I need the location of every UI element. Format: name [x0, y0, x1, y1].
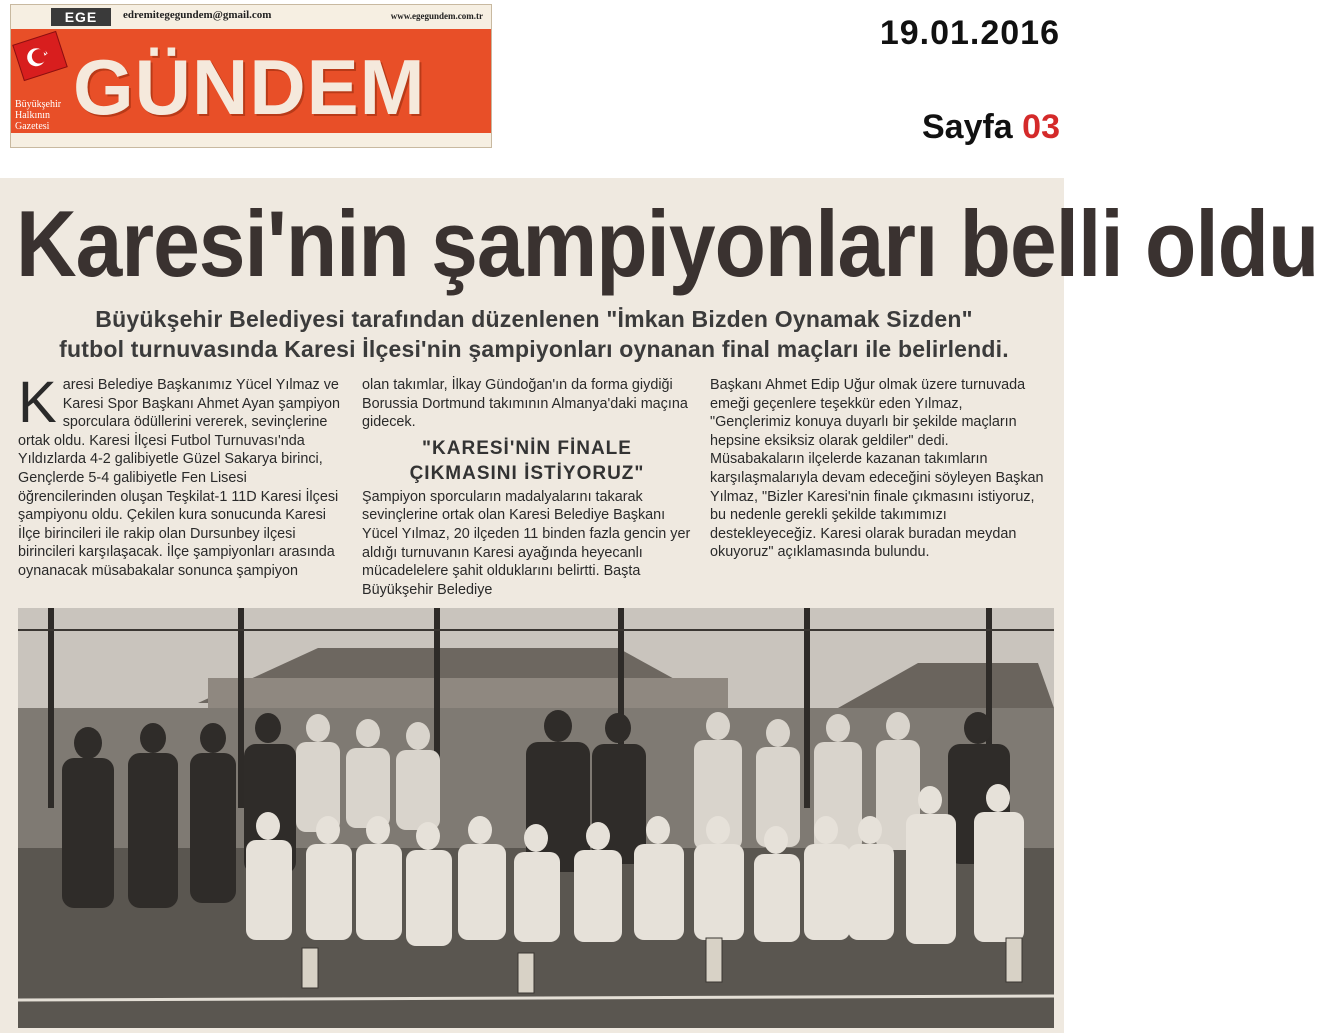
- article-column-2: [362, 376, 692, 599]
- masthead-bottom-strip: [11, 133, 491, 147]
- slogan-line-3: Gazetesi: [15, 121, 50, 132]
- newspaper-masthead: [10, 4, 492, 148]
- masthead-topbar: [11, 5, 491, 27]
- subhead-line-1: Büyükşehir Belediyesi tarafından düzenlenen "İmkan Bizden Oynamak Sizden": [95, 306, 973, 332]
- article-column-1: [18, 370, 344, 581]
- team-photo-illustration: [18, 608, 1054, 1028]
- masthead-ege-label: EGE: [51, 8, 111, 26]
- clip-page: [922, 108, 1060, 147]
- article-subhead: [8, 304, 1060, 364]
- crosshead-line-1: "KARESİ'NİN FİNALE: [422, 437, 632, 459]
- slogan-line-2: Halkının: [15, 110, 50, 121]
- article-clipping: [0, 178, 1318, 1033]
- turkish-flag-icon: [12, 31, 67, 81]
- page-number: 03: [1022, 108, 1060, 146]
- masthead-website: www.egegundem.com.tr: [390, 11, 483, 21]
- slogan-line-1: Büyükşehir: [15, 99, 62, 110]
- page-label: Sayfa: [921, 108, 1013, 146]
- clip-date: 19.01.2016: [879, 14, 1060, 52]
- column-1-text: aresi Belediye Başkanımız Yücel Yılmaz ve Karesi Spor Başkanı Ahmet Ayan şampiyon sporculara ödüllerini vererek, sevinçlerine ortak oldu. Karesi İlçesi Futbol Turnuvası'nda Yıldızlarda 4-2 galibiyetle Güzel Sakarya birinci, Gençlerde 5-4 galibiyetle Fen Lisesi öğrencilerinden oluşan Teşkilat-1 11D Karesi İlçesi şampiyonu oldu. Çekilen kura sonucunda Karesi İlçe birincileri ile rakip olan Dursunbey ilçesi birincileri karşılaşacak. İlçe şampiyonları arasında oynanacak müsabakalar sonunca şampiyon: [18, 377, 340, 579]
- column-3-text: Başkanı Ahmet Edip Uğur olmak üzere turnuvada emeği geçenlere teşekkür eden Yılmaz, "Gençlerimiz konuya duyarlı bir şekilde maçların hepsine eksiksiz olarak geldiler" dedi. Müsabakaların ilçelerde kazanan takımların karşılaşmalarıyla devam edeceğini söyleyen Başkan Yılmaz, "Bizler Karesi'nin finale çıkmasını istiyoruz, bu nedenle gerekli şekilde takımımızı destekleyeceğiz. Karesi olarak buradan meydan okuyoruz" açıklamasında bulundu.: [710, 377, 1044, 561]
- subhead-line-2: futbol turnuvasında Karesi İlçesi'nin şampiyonları oynanan final maçları ile belirlendi.: [59, 336, 1009, 362]
- crosshead-line-2: ÇIKMASINI İSTİYORUZ": [409, 462, 645, 484]
- article-crosshead: [362, 436, 692, 486]
- column-2-text-bottom: Şampiyon sporcuların madalyalarını takarak sevinçlerine ortak olan Karesi Belediye Başkanı Yücel Yılmaz, 20 ilçeden 11 binden fazla gencin yer aldığı turnuvanın Karesi ayağında heyecanlı mücadelelere şahit olduklarını belirtti. Başta Büyükşehir Belediye: [362, 488, 691, 598]
- article-column-3: [710, 376, 1046, 562]
- team-photo: [18, 608, 1054, 1028]
- article-headline: Karesi'nin şampiyonları belli oldu: [16, 191, 1318, 297]
- column-2-text-top: olan takımlar, İlkay Gündoğan'ın da forma giydiği Borussia Dortmund takımının Almanya'daki maçına gidecek.: [362, 377, 688, 431]
- masthead-slogan: [15, 99, 71, 132]
- masthead-banner: [11, 29, 491, 133]
- masthead-title: GÜNDEM: [73, 43, 426, 131]
- drop-cap: K: [18, 370, 57, 435]
- masthead-email: edremitegegundem@gmail.com: [123, 9, 272, 21]
